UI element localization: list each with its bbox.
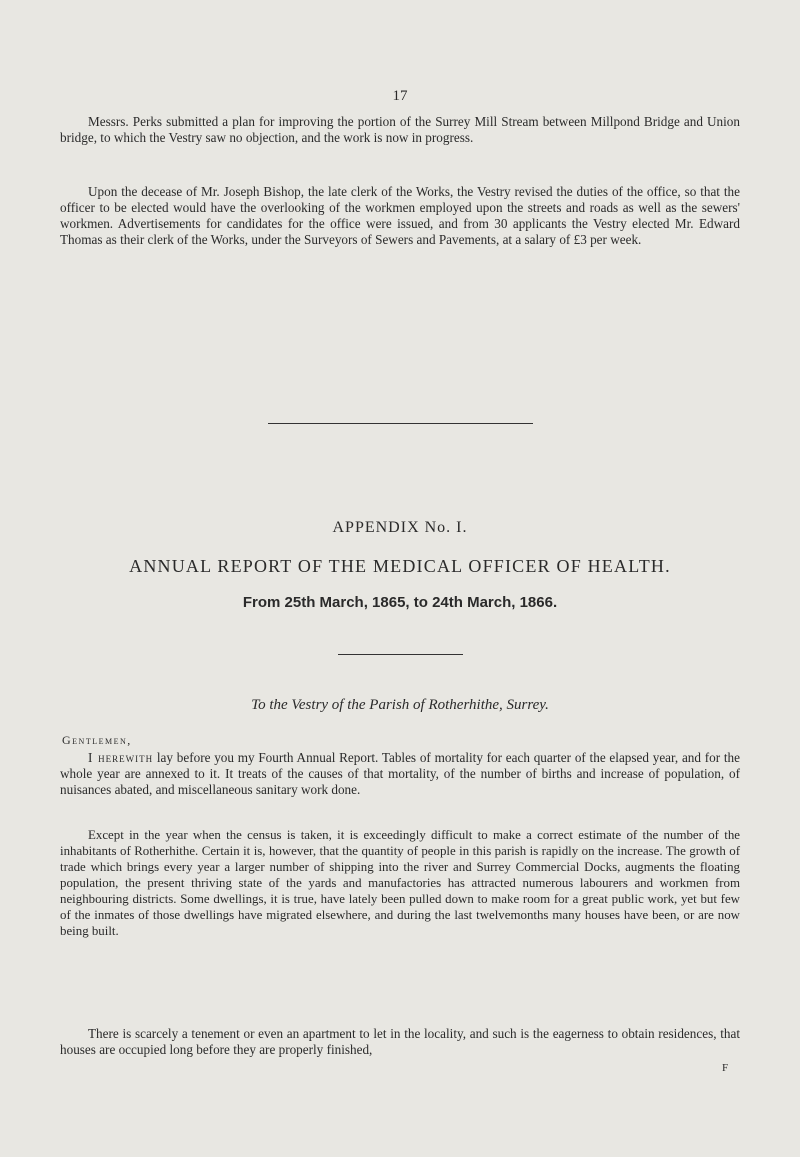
paragraph-lead-in: I herewith bbox=[88, 750, 154, 765]
report-title: ANNUAL REPORT OF THE MEDICAL OFFICER OF HEALTH. bbox=[129, 556, 671, 576]
paragraph-tenements: There is scarcely a tenement or even an apartment to let in the locality, and such is the eagerness to obtain residences, that houses are occupied long before they are properly finished, bbox=[60, 1026, 740, 1057]
paragraph-fourth-report-text: lay before you my Fourth Annual Report. Tables of mortality for each quarter of the elapsed year, and for the whole year are annexed to it. It treats of the causes of that mortality, of the number of births and increase of population, of nuisances abated, and miscellaneous sanitary work done. bbox=[60, 750, 740, 797]
signature-mark: F bbox=[722, 1062, 729, 1074]
report-period: From 25th March, 1865, to 24th March, 1866. bbox=[242, 594, 558, 611]
salutation: Gentlemen, bbox=[62, 733, 132, 747]
paragraph-clerk-of-works: Upon the decease of Mr. Joseph Bishop, the late clerk of the Works, the Vestry revised the duties of the office, so that the officer to be elected would have the overlooking of the workmen employed upon the streets and roads as well as the sewers' workmen. Advertisements for candidates for the office were issued, and from 30 applicants the Vestry elected Mr. Edward Thomas as their clerk of the Works, under the Surveyors of Sewers and Pavements, at a salary of £3 per week. bbox=[60, 184, 740, 247]
paragraph-population-estimate: Except in the year when the census is taken, it is exceedingly difficult to make a correct estimate of the number of the inhabitants of Rotherhithe. Certain it is, however, that the quantity of people in this parish is rapidly on the increase. The growth of trade which brings every year a larger number of shipping into the river and Surrey Commercial Docks, augments the floating population, the present thriving state of the yards and manufactories has attracted numerous labourers and workmen from neighbouring districts. Some dwellings, it is true, have lately been pulled down to make room for a great public work, yet but few of the inmates of those dwellings have migrated elsewhere, and during the last twelvemonths many houses have been, or are now being built. bbox=[60, 828, 740, 938]
page-number: 17 bbox=[392, 88, 408, 104]
address-line: To the Vestry of the Parish of Rotherhithe, Surrey. bbox=[251, 697, 549, 713]
section-divider bbox=[268, 423, 533, 424]
appendix-label: APPENDIX No. I. bbox=[332, 519, 468, 536]
paragraph-mill-stream: Messrs. Perks submitted a plan for improving the portion of the Surrey Mill Stream between Millpond Bridge and Union bridge, to which the Vestry saw no objection, and the work is now in progress. bbox=[60, 114, 740, 145]
title-divider bbox=[338, 654, 463, 655]
paragraph-fourth-report bbox=[60, 750, 740, 798]
